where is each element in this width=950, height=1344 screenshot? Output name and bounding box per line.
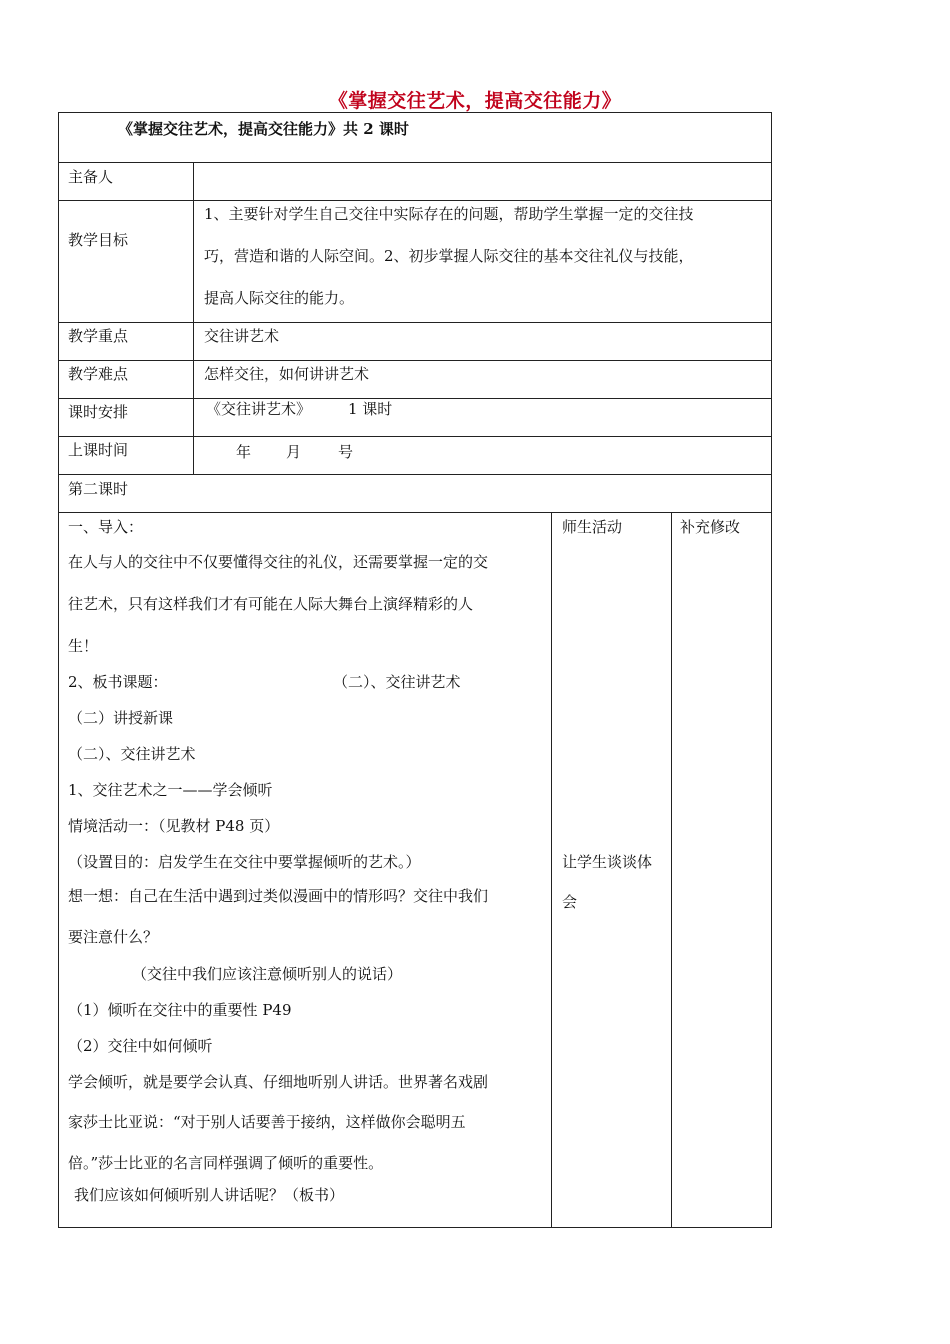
activity-column-divider (551, 512, 552, 1228)
table-border-right (771, 112, 772, 1228)
listen-paragraph-line: 家莎士比亚说：“对于别人话要善于接纳，这样做你会聪明五 (68, 1113, 466, 1131)
class-time-year: 年 (236, 443, 252, 461)
think-line: 想一想：自己在生活中遇到过类似漫画中的情形吗？交往中我们 (68, 887, 489, 905)
difficulty-label: 教学难点 (68, 365, 129, 383)
class-time-day: 号 (338, 443, 354, 461)
row-divider (58, 162, 772, 163)
activity-note: 会 (562, 893, 578, 911)
activity-note: 让学生谈谈体 (562, 853, 653, 871)
row-divider (58, 360, 772, 361)
table-border-top (58, 112, 772, 113)
schedule-hours: 1 课时 (348, 400, 393, 418)
table-border-bottom (58, 1227, 772, 1228)
preparer-label: 主备人 (68, 168, 114, 186)
intro-paragraph-line: 往艺术，只有这样我们才有可能在人际大舞台上演绎精彩的人 (68, 595, 474, 613)
page-title: 《掌握交往艺术，提高交往能力》 (328, 90, 622, 112)
intro-paragraph-line: 在人与人的交往中不仅要懂得交往的礼仪，还需要掌握一定的交 (68, 553, 489, 571)
listen-paragraph-line: 学会倾听，就是要学会认真、仔细地听别人讲话。世界著名戏剧 (68, 1073, 489, 1091)
revision-column-header: 补充修改 (680, 518, 741, 536)
objectives-line: 1、主要针对学生自己交往中实际存在的问题，帮助学生掌握一定的交往技 (204, 205, 694, 223)
schedule-label: 课时安排 (68, 403, 129, 421)
class-time-month: 月 (286, 443, 302, 461)
key-point-label: 教学重点 (68, 327, 129, 345)
think-line: 要注意什么？ (68, 928, 159, 946)
objectives-label: 教学目标 (68, 231, 129, 249)
point-one: （1）倾听在交往中的重要性 P49 (68, 1001, 292, 1019)
board-title-label: 2、板书课题： (68, 673, 168, 691)
answer-text: （交往中我们应该注意倾听别人的说话） (132, 965, 403, 983)
class-time-label: 上课时间 (68, 441, 129, 459)
lesson-plan-table (58, 112, 772, 1228)
section-heading: （二）、交往讲艺术 (68, 745, 196, 763)
teach-new-heading: （二）讲授新课 (68, 709, 174, 727)
point-two: （2）交往中如何倾听 (68, 1037, 213, 1055)
row-divider (58, 322, 772, 323)
intro-paragraph-line: 生！ (68, 637, 99, 655)
course-header: 《掌握交往艺术，提高交往能力》共 2 课时 (118, 120, 409, 138)
purpose-text: （设置目的：启发学生在交往中要掌握倾听的艺术。） (68, 853, 421, 871)
art-one-heading: 1、交往艺术之一——学会倾听 (68, 781, 273, 799)
label-column-divider (193, 162, 194, 474)
scenario-text: 情境活动一：（见教材 P48 页） (68, 817, 280, 835)
row-divider (58, 200, 772, 201)
question-text: 我们应该如何倾听别人讲话呢？（板书） (74, 1186, 345, 1204)
difficulty-value: 怎样交往，如何讲讲艺术 (204, 365, 370, 383)
row-divider (58, 512, 772, 513)
listen-paragraph-line: 倍。”莎士比亚的名言同样强调了倾听的重要性。 (68, 1154, 384, 1172)
board-title-value: （二）、交往讲艺术 (333, 673, 461, 691)
row-divider (58, 474, 772, 475)
row-divider (58, 398, 772, 399)
key-point-value: 交往讲艺术 (204, 327, 280, 345)
objectives-line: 巧，营造和谐的人际空间。2、初步掌握人际交往的基本交往礼仪与技能， (204, 247, 694, 265)
schedule-value: 《交往讲艺术》 (206, 400, 312, 418)
revision-column-divider (671, 512, 672, 1228)
session-label: 第二课时 (68, 480, 129, 498)
intro-heading: 一、导入： (68, 518, 144, 536)
objectives-line: 提高人际交往的能力。 (204, 289, 355, 307)
table-border-left (58, 112, 59, 1228)
activity-column-header: 师生活动 (562, 518, 623, 536)
row-divider (58, 436, 772, 437)
